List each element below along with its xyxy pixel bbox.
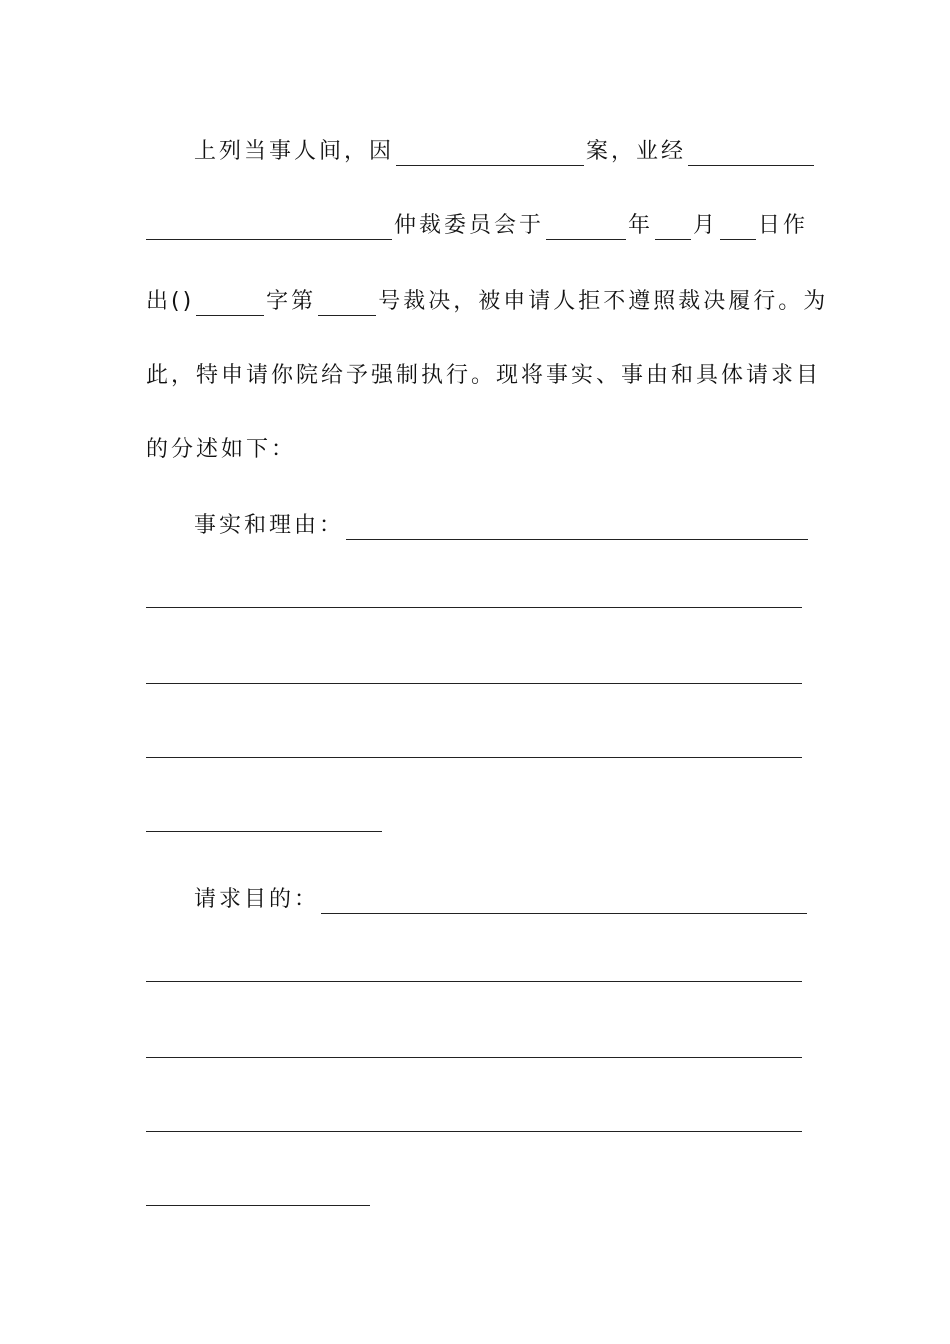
facts-line bbox=[194, 506, 806, 546]
facts-label: 事实和理由： bbox=[194, 513, 345, 538]
request-blank-line-5[interactable] bbox=[146, 1205, 370, 1206]
facts-blank-line-3[interactable] bbox=[146, 683, 802, 684]
request-blank-line-2[interactable] bbox=[146, 981, 802, 982]
ruling-word-blank[interactable] bbox=[196, 287, 264, 316]
committee-text: 仲裁委员会于 bbox=[394, 213, 545, 238]
facts-blank-line-2[interactable] bbox=[146, 607, 802, 608]
year-blank[interactable] bbox=[546, 211, 626, 240]
case-type-blank[interactable] bbox=[396, 137, 584, 166]
paragraph-line-2 bbox=[146, 206, 809, 246]
day-text: 日作 bbox=[758, 213, 809, 238]
application-text: 此，特申请你院给予强制执行。现将事实、事由和具体请求目 bbox=[146, 363, 822, 388]
facts-first-blank[interactable] bbox=[346, 511, 808, 540]
paragraph-line-4 bbox=[146, 356, 822, 396]
case-suffix-text: 案，业经 bbox=[586, 139, 687, 164]
year-text: 年 bbox=[628, 213, 654, 238]
facts-blank-line-4[interactable] bbox=[146, 757, 802, 758]
case-intro-text: 上列当事人间，因 bbox=[194, 139, 395, 164]
request-label: 请求目的： bbox=[194, 887, 320, 912]
arbitration-body-blank-b[interactable] bbox=[146, 211, 392, 240]
request-line bbox=[194, 880, 806, 920]
ruling-text: 号裁决，被申请人拒不遵照裁决履行。为 bbox=[378, 289, 829, 314]
paragraph-line-3 bbox=[146, 282, 829, 322]
paragraph-line-1 bbox=[194, 132, 806, 172]
arbitration-body-blank-a[interactable] bbox=[688, 137, 814, 166]
paragraph-line-5 bbox=[146, 430, 806, 470]
request-blank-line-3[interactable] bbox=[146, 1057, 802, 1058]
day-blank[interactable] bbox=[720, 211, 756, 240]
request-first-blank[interactable] bbox=[321, 885, 807, 914]
request-blank-line-4[interactable] bbox=[146, 1131, 802, 1132]
ruling-number-prefix-text: 字第 bbox=[266, 289, 317, 314]
month-text: 月 bbox=[693, 213, 719, 238]
ruling-prefix-text: 出() bbox=[146, 289, 195, 314]
facts-blank-line-5[interactable] bbox=[146, 831, 382, 832]
statement-intro-text: 的分述如下： bbox=[146, 437, 297, 462]
ruling-number-blank[interactable] bbox=[318, 287, 376, 316]
month-blank[interactable] bbox=[655, 211, 691, 240]
